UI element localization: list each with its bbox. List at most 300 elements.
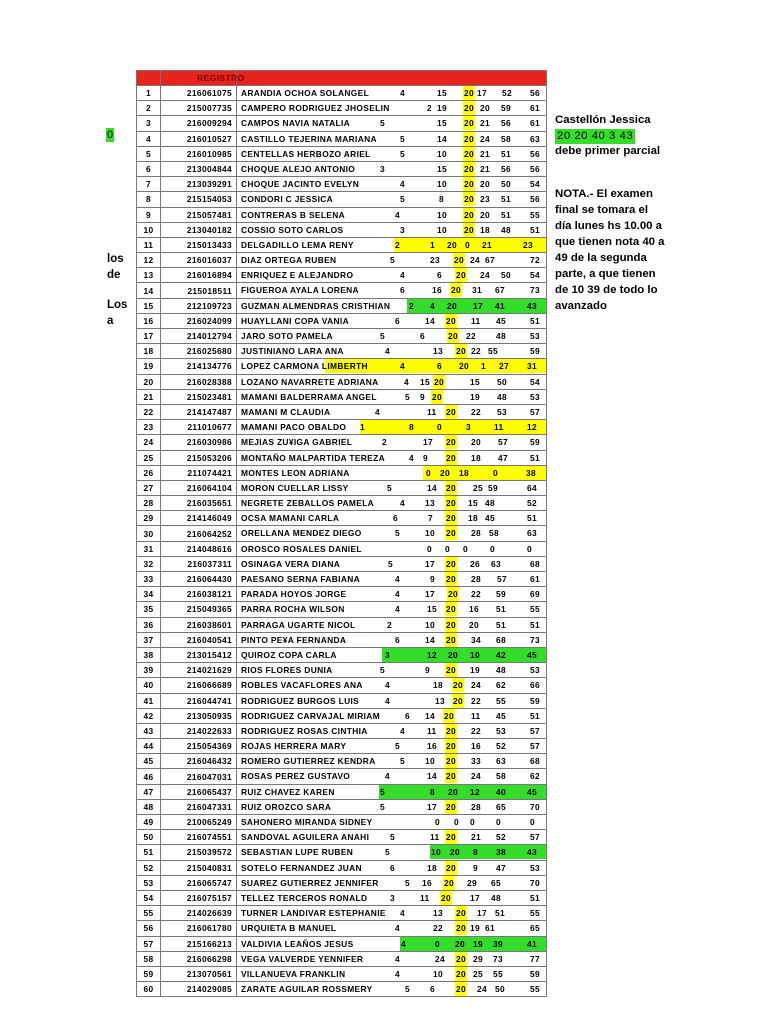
header-rest-cell xyxy=(237,71,547,86)
grade-value: 3 xyxy=(466,422,472,433)
grade-value: 10 xyxy=(425,619,436,630)
student-name: CENTELLAS HERBOZO ARIEL xyxy=(241,148,371,159)
grade-value: 50 xyxy=(497,376,508,387)
student-row xyxy=(137,237,547,252)
header-row xyxy=(137,71,547,86)
grade-value: 5 xyxy=(405,984,411,995)
grade-value: 51 xyxy=(496,619,507,630)
student-name: CASTILLO TEJERINA MARIANA xyxy=(241,133,377,144)
grade-value: 57 xyxy=(497,574,508,584)
grade-value: 63 xyxy=(496,756,507,767)
grade-value: 29 xyxy=(473,953,484,964)
student-data-cell xyxy=(237,298,547,313)
student-data-cell xyxy=(237,693,547,708)
grade-value: 28 xyxy=(471,528,482,539)
grade-value: 6 xyxy=(390,862,396,873)
grade-value: 55 xyxy=(530,908,541,919)
student-name: SANDOVAL AGUILERA ANAHI xyxy=(241,832,370,843)
registro-cell: 215049365 xyxy=(161,602,237,617)
grade-value: 4 xyxy=(400,179,406,190)
row-number: 3 xyxy=(137,116,161,131)
grade-value: 20 xyxy=(446,452,457,463)
grade-value: 24 xyxy=(435,953,446,964)
grade-value: 17 xyxy=(423,437,434,448)
student-data-cell xyxy=(237,739,547,754)
grade-value: 20 xyxy=(444,877,455,888)
student-data-cell xyxy=(237,845,547,860)
student-name: TELLEZ TERCEROS RONALD xyxy=(241,892,368,903)
grade-value: 63 xyxy=(491,558,502,569)
registro-cell: 216010527 xyxy=(161,131,237,146)
registro-cell: 211010677 xyxy=(161,420,237,435)
grade-value: 6 xyxy=(420,331,426,341)
registro-cell: 215154053 xyxy=(161,192,237,207)
student-row xyxy=(137,921,547,936)
grade-value: 73 xyxy=(530,634,541,645)
student-row xyxy=(137,966,547,981)
grade-value: 65 xyxy=(530,923,541,934)
row-number: 15 xyxy=(137,298,161,313)
row-number: 33 xyxy=(137,572,161,587)
row-number: 34 xyxy=(137,587,161,602)
grade-value: 19 xyxy=(470,665,481,676)
student-name: DIAZ ORTEGA RUBEN xyxy=(241,255,337,266)
grade-value: 5 xyxy=(405,877,411,888)
row-number: 5 xyxy=(137,146,161,161)
grade-value: 5 xyxy=(380,801,386,812)
grade-value: 20 xyxy=(446,862,457,873)
registro-cell: 213050935 xyxy=(161,708,237,723)
grade-value: 48 xyxy=(497,391,508,402)
registro-cell: 216040541 xyxy=(161,632,237,647)
grade-value: 11 xyxy=(471,710,481,721)
grade-value: 5 xyxy=(388,558,394,569)
grade-value: 23 xyxy=(480,194,491,205)
grade-value: 9 xyxy=(473,862,479,873)
grade-value: 5 xyxy=(400,133,406,144)
registro-cell: 216009294 xyxy=(161,116,237,131)
grade-value: 47 xyxy=(498,452,509,463)
grade-value: 62 xyxy=(496,680,507,691)
grade-value: 24 xyxy=(480,270,491,281)
grade-value: 22 xyxy=(471,695,482,706)
grade-value: 53 xyxy=(530,862,541,873)
castellon-caption: debe primer parcial xyxy=(555,145,661,157)
grade-value: 27 xyxy=(499,361,510,372)
row-number: 49 xyxy=(137,815,161,830)
row-number: 41 xyxy=(137,693,161,708)
grade-value: 4 xyxy=(404,376,410,387)
student-row xyxy=(137,799,547,814)
student-data-cell xyxy=(237,966,547,981)
grade-value: 51 xyxy=(501,209,512,220)
grade-value: 6 xyxy=(393,513,399,524)
student-data-cell xyxy=(237,313,547,328)
row-number: 4 xyxy=(137,131,161,146)
student-row xyxy=(137,344,547,359)
grade-value: 10 xyxy=(425,528,436,539)
student-name: JARO SOTO PAMELA xyxy=(241,331,333,341)
grade-value: 31 xyxy=(527,361,538,372)
grade-value: 55 xyxy=(488,346,499,357)
grade-value: 20 xyxy=(446,604,457,615)
grade-value: 20 xyxy=(446,406,457,417)
grade-value: 20 xyxy=(456,923,467,934)
grade-value: 5 xyxy=(405,391,411,402)
row-number: 59 xyxy=(137,966,161,981)
grade-value: 22 xyxy=(466,331,477,341)
registro-cell: 216038121 xyxy=(161,587,237,602)
grade-value: 12 xyxy=(527,422,538,433)
grade-value: 1 xyxy=(430,239,436,250)
registro-cell: 216064252 xyxy=(161,526,237,541)
grade-value: 20 xyxy=(446,513,457,524)
grade-value: 15 xyxy=(468,498,479,509)
grade-value: 20 xyxy=(447,300,458,311)
grade-value: 20 xyxy=(464,194,475,205)
grade-value: 61 xyxy=(530,103,541,114)
grade-value: 8 xyxy=(473,847,479,858)
grade-value: 52 xyxy=(527,498,538,509)
grade-value: 69 xyxy=(530,589,541,600)
student-name: PARRAGA UGARTE NICOL xyxy=(241,619,356,630)
grade-value: 51 xyxy=(501,148,512,159)
grade-value: 20 xyxy=(450,847,461,858)
grade-value: 17 xyxy=(425,589,436,600)
grade-value: 20 xyxy=(451,285,462,296)
grade-value: 65 xyxy=(496,801,507,812)
student-name: MEJIAS ZU¥IGA GABRIEL xyxy=(241,437,353,448)
grade-value: 50 xyxy=(501,270,512,281)
grade-value: 10 xyxy=(437,179,448,190)
grade-value: 18 xyxy=(459,467,470,478)
registro-cell: 211074421 xyxy=(161,465,237,480)
row-number: 28 xyxy=(137,496,161,511)
student-name: VILLANUEVA FRANKLIN xyxy=(241,968,346,979)
castellon-note xyxy=(555,113,665,160)
grade-value: 20 xyxy=(459,361,470,372)
grade-value: 1 xyxy=(360,422,366,433)
student-name: PARRA ROCHA WILSON xyxy=(241,604,345,615)
grade-value: 47 xyxy=(496,862,507,873)
registro-cell: 216065747 xyxy=(161,875,237,890)
grade-value: 51 xyxy=(530,224,541,235)
student-row xyxy=(137,298,547,313)
row-number: 46 xyxy=(137,769,161,784)
student-name: ROMERO GUTIERREZ KENDRA xyxy=(241,756,376,767)
row-number: 26 xyxy=(137,465,161,480)
grade-value: 4 xyxy=(385,680,391,691)
grade-value: 5 xyxy=(380,665,386,676)
grade-value: 22 xyxy=(471,406,482,417)
grade-value: 14 xyxy=(425,634,436,645)
grade-value: 10 xyxy=(437,224,448,235)
grade-value: 57 xyxy=(530,741,541,752)
student-row xyxy=(137,161,547,176)
registro-cell: 216038601 xyxy=(161,617,237,632)
student-name: MAMANI PACO OBALDO xyxy=(241,422,347,433)
grade-value: 55 xyxy=(496,695,507,706)
grade-value: 18 xyxy=(433,680,444,691)
registro-cell: 216047331 xyxy=(161,799,237,814)
registro-cell: 213004844 xyxy=(161,161,237,176)
row-number: 7 xyxy=(137,177,161,192)
student-row xyxy=(137,784,547,799)
student-name: ZARATE AGUILAR ROSSMERY xyxy=(241,984,373,995)
student-data-cell xyxy=(237,404,547,419)
castellon-name: Castellón Jessica xyxy=(555,114,651,126)
row-number: 56 xyxy=(137,921,161,936)
grade-value: 24 xyxy=(470,255,481,266)
student-data-cell xyxy=(237,101,547,116)
student-row xyxy=(137,875,547,890)
registro-cell: 216064430 xyxy=(161,572,237,587)
row-number: 60 xyxy=(137,982,161,997)
row-number: 20 xyxy=(137,374,161,389)
registro-cell: 210065249 xyxy=(161,815,237,830)
student-row xyxy=(137,602,547,617)
student-row xyxy=(137,131,547,146)
student-row xyxy=(137,693,547,708)
student-data-cell xyxy=(237,344,547,359)
green-highlight xyxy=(382,648,546,662)
grade-value: 73 xyxy=(493,953,504,964)
registro-cell: 214029085 xyxy=(161,982,237,997)
registro-cell: 216064104 xyxy=(161,480,237,495)
grade-value: 3 xyxy=(400,224,406,235)
student-row xyxy=(137,329,547,344)
grade-value: 4 xyxy=(400,361,406,372)
student-name: DELGADILLO LEMA RENY xyxy=(241,239,354,250)
student-data-cell xyxy=(237,374,547,389)
grade-value: 6 xyxy=(405,710,411,721)
row-number: 52 xyxy=(137,860,161,875)
grade-value: 56 xyxy=(501,118,512,129)
grade-value: 50 xyxy=(501,179,512,190)
grade-value: 4 xyxy=(395,604,401,615)
grade-value: 18 xyxy=(480,224,491,235)
student-name: MONTES LEON ADRIANA xyxy=(241,467,350,478)
grade-value: 59 xyxy=(488,482,499,493)
registro-cell: 215053206 xyxy=(161,450,237,465)
student-row xyxy=(137,207,547,222)
student-data-cell xyxy=(237,754,547,769)
grade-value: 15 xyxy=(437,88,448,98)
grade-value: 20 xyxy=(456,270,467,281)
student-name: MORON CUELLAR LISSY xyxy=(241,482,349,493)
grade-value: 58 xyxy=(496,771,507,782)
student-row xyxy=(137,556,547,571)
grade-value: 21 xyxy=(480,163,491,174)
student-name: CHOQUE ALEJO ANTONIO xyxy=(241,163,356,174)
student-data-cell xyxy=(237,921,547,936)
student-name: CAMPOS NAVIA NATALIA xyxy=(241,118,351,129)
grade-value: 14 xyxy=(437,133,448,144)
student-row xyxy=(137,906,547,921)
grade-value: 20 xyxy=(446,315,457,326)
student-name: QUIROZ COPA CARLA xyxy=(241,649,337,660)
grade-value: 72 xyxy=(530,255,541,266)
student-row xyxy=(137,116,547,131)
grade-value: 11 xyxy=(471,315,481,326)
student-name: RODRIGUEZ ROSAS CINTHIA xyxy=(241,725,368,736)
side-fragment-4: a xyxy=(107,315,114,327)
registro-cell: 214147487 xyxy=(161,404,237,419)
student-name: COSSIO SOTO CARLOS xyxy=(241,224,344,235)
grade-value: 15 xyxy=(427,604,438,615)
grade-value: 2 xyxy=(387,619,393,630)
student-data-cell xyxy=(237,237,547,252)
grades-table xyxy=(136,70,547,997)
registro-cell: 215013433 xyxy=(161,237,237,252)
student-row xyxy=(137,420,547,435)
student-name: CAMPERO RODRIGUEZ JHOSELIN xyxy=(241,103,390,114)
grade-value: 11 xyxy=(430,832,440,843)
registro-cell: 216066298 xyxy=(161,951,237,966)
grade-value: 43 xyxy=(527,847,538,858)
grade-value: 15 xyxy=(437,118,448,129)
row-number: 19 xyxy=(137,359,161,374)
grade-value: 0 xyxy=(454,817,460,827)
grade-value: 5 xyxy=(400,148,406,159)
student-data-cell xyxy=(237,906,547,921)
registro-header: REGISTRO xyxy=(161,71,237,86)
grade-value: 18 xyxy=(471,452,482,463)
student-data-cell xyxy=(237,329,547,344)
student-row xyxy=(137,222,547,237)
student-data-cell xyxy=(237,617,547,632)
grade-value: 66 xyxy=(530,680,541,691)
grade-value: 23 xyxy=(430,255,441,266)
student-row xyxy=(137,754,547,769)
grade-value: 3 xyxy=(385,649,391,660)
registro-cell: 213015412 xyxy=(161,647,237,662)
grade-value: 4 xyxy=(400,270,406,281)
grade-value: 0 xyxy=(527,543,533,554)
grade-value: 19 xyxy=(470,923,481,934)
grade-value: 20 xyxy=(446,801,457,812)
grade-value: 4 xyxy=(385,771,391,782)
student-name: NEGRETE ZEBALLOS PAMELA xyxy=(241,498,375,509)
grade-value: 51 xyxy=(530,710,541,721)
grade-value: 24 xyxy=(471,680,482,691)
grade-value: 9 xyxy=(425,665,431,676)
grade-value: 45 xyxy=(496,710,507,721)
student-row xyxy=(137,936,547,951)
student-name: VALDIVIA LEAÑOS JESUS xyxy=(241,938,354,949)
registro-cell: 216037311 xyxy=(161,556,237,571)
grade-value: 34 xyxy=(471,634,482,645)
student-row xyxy=(137,313,547,328)
grade-value: 5 xyxy=(380,331,386,341)
row-number: 16 xyxy=(137,313,161,328)
registro-cell: 215023481 xyxy=(161,389,237,404)
row-number: 8 xyxy=(137,192,161,207)
row-number: 23 xyxy=(137,420,161,435)
row-number: 17 xyxy=(137,329,161,344)
registro-cell: 215007735 xyxy=(161,101,237,116)
student-data-cell xyxy=(237,723,547,738)
student-data-cell xyxy=(237,815,547,830)
grade-value: 53 xyxy=(530,331,541,341)
grade-value: 51 xyxy=(495,908,506,919)
student-row xyxy=(137,723,547,738)
student-name: SAHONERO MIRANDA SIDNEY xyxy=(241,817,373,827)
grade-value: 7 xyxy=(428,513,434,524)
grade-value: 16 xyxy=(422,877,433,888)
grade-value: 16 xyxy=(432,285,443,296)
grade-value: 53 xyxy=(497,406,508,417)
student-row xyxy=(137,101,547,116)
student-name: CONDORI C JESSICA xyxy=(241,194,334,205)
grade-value: 20 xyxy=(440,467,451,478)
row-number: 39 xyxy=(137,663,161,678)
grade-value: 62 xyxy=(530,771,541,782)
student-row xyxy=(137,480,547,495)
student-name: LOZANO NAVARRETE ADRIANA xyxy=(241,376,379,387)
student-data-cell xyxy=(237,860,547,875)
student-name: RUIZ OROZCO SARA xyxy=(241,801,332,812)
grade-value: 4 xyxy=(395,953,401,964)
student-name: MONTAÑO MALPARTIDA TEREZA xyxy=(241,452,385,463)
grade-value: 57 xyxy=(530,725,541,736)
grade-value: 51 xyxy=(530,452,541,463)
grade-value: 61 xyxy=(530,574,541,584)
registro-cell: 213040182 xyxy=(161,222,237,237)
grade-value: 4 xyxy=(400,498,406,509)
student-data-cell xyxy=(237,253,547,268)
student-name: RODRIGUEZ CARVAJAL MIRIAM xyxy=(241,710,381,721)
student-row xyxy=(137,572,547,587)
grade-value: 55 xyxy=(493,968,504,979)
student-row xyxy=(137,860,547,875)
grade-value: 28 xyxy=(471,574,482,584)
grade-value: 8 xyxy=(409,422,415,433)
registro-cell: 216066689 xyxy=(161,678,237,693)
registro-cell: 216065437 xyxy=(161,784,237,799)
grade-value: 5 xyxy=(395,528,401,539)
grade-value: 5 xyxy=(400,194,406,205)
grade-value: 20 xyxy=(456,984,467,995)
student-data-cell xyxy=(237,268,547,283)
student-data-cell xyxy=(237,799,547,814)
grade-value: 48 xyxy=(496,665,507,676)
grade-value: 0 xyxy=(426,467,432,478)
side-fragment-1: los xyxy=(107,253,124,265)
row-number: 14 xyxy=(137,283,161,298)
grade-value: 20 xyxy=(446,665,457,676)
student-data-cell xyxy=(237,541,547,556)
registro-cell: 216016894 xyxy=(161,268,237,283)
row-number: 29 xyxy=(137,511,161,526)
row-number: 27 xyxy=(137,480,161,495)
student-name: ENRIQUEZ E ALEJANDRO xyxy=(241,270,354,281)
grade-value: 16 xyxy=(427,741,438,752)
registro-cell: 215166213 xyxy=(161,936,237,951)
grade-value: 4 xyxy=(400,88,406,98)
grade-value: 6 xyxy=(437,270,443,281)
grade-value: 10 xyxy=(431,847,442,858)
row-number: 13 xyxy=(137,268,161,283)
grade-value: 25 xyxy=(473,482,484,493)
student-row xyxy=(137,435,547,450)
student-data-cell xyxy=(237,556,547,571)
grade-value: 6 xyxy=(430,984,436,995)
row-number: 11 xyxy=(137,237,161,252)
grade-value: 52 xyxy=(502,88,513,98)
grade-value: 77 xyxy=(530,953,541,964)
registro-cell: 215054369 xyxy=(161,739,237,754)
